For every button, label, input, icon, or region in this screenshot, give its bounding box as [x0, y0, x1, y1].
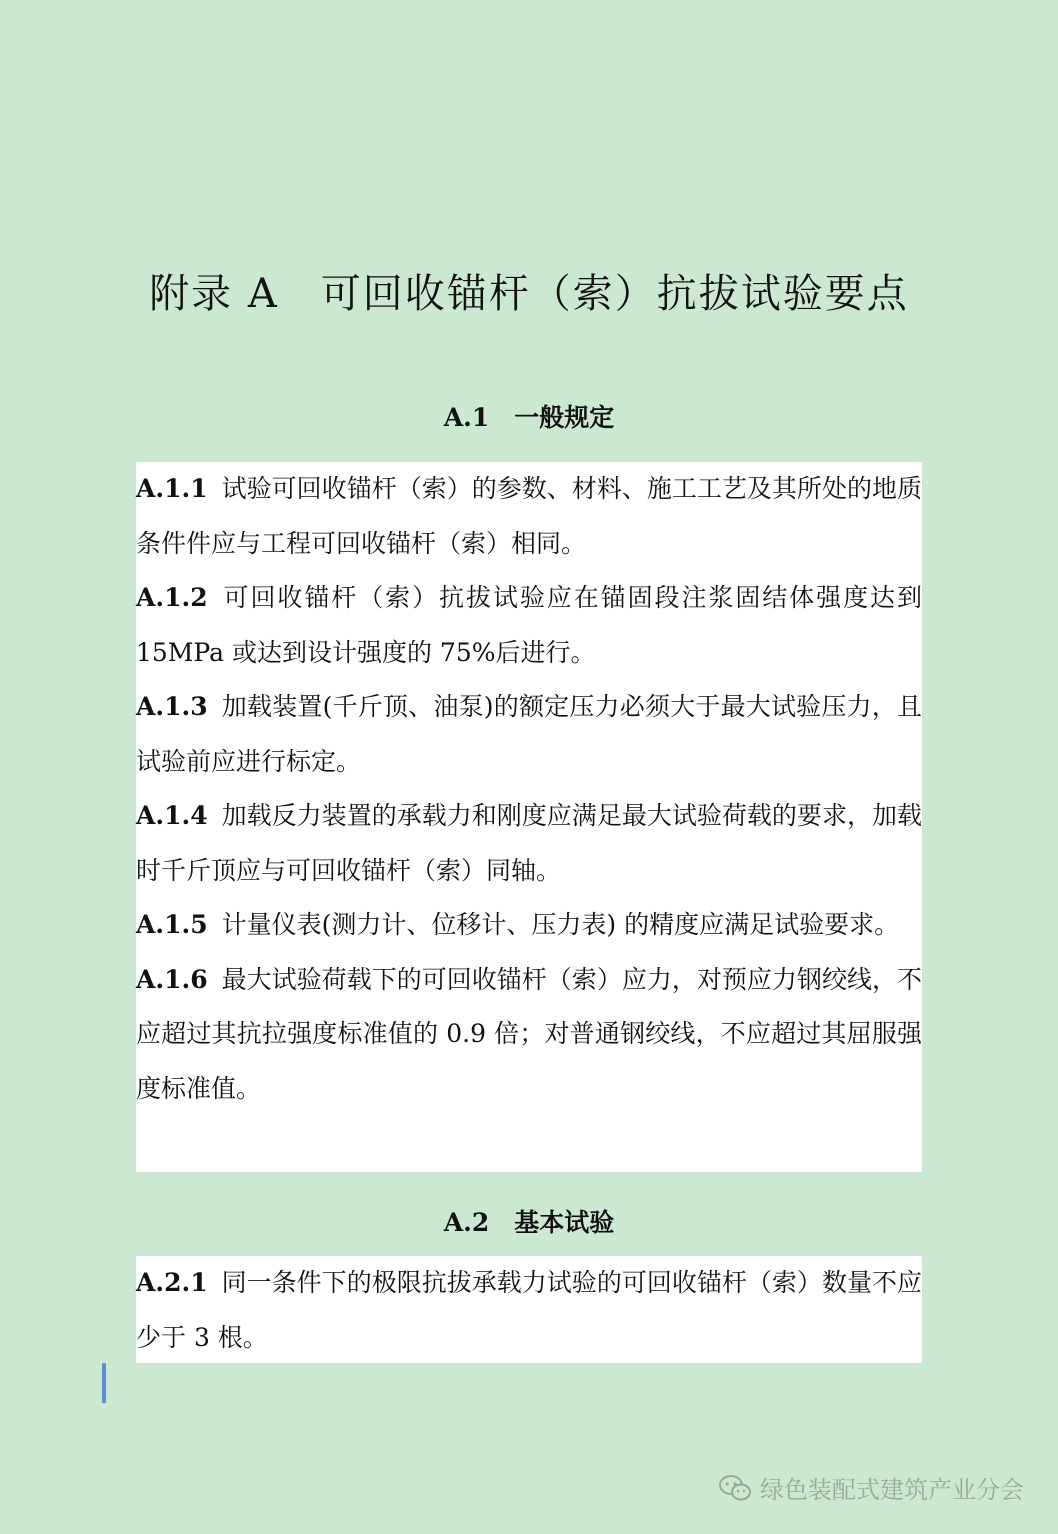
clause-number: A.1.3: [136, 692, 208, 721]
clause-text: 计量仪表(测力计、位移计、压力表) 的精度应满足试验要求。: [221, 910, 900, 939]
clause-text: 试验可回收锚杆（索）的参数、材料、施工工艺及其所处的地质条件件应与工程可回收锚杆（索）相同。: [136, 474, 922, 558]
clause-a2-1: [136, 1256, 922, 1365]
section-a1-panel: [136, 462, 922, 1172]
clause-a1-4: [136, 789, 922, 898]
clause-number: A.1.5: [136, 910, 208, 939]
clause-text: 加载反力装置的承载力和刚度应满足最大试验荷载的要求，加载时千斤顶应与可回收锚杆（索）同轴。: [136, 801, 922, 885]
section-a2-panel: [136, 1256, 922, 1363]
wechat-icon: [718, 1473, 752, 1503]
clause-a1-5: [136, 898, 922, 953]
clause-a1-2: [136, 571, 922, 680]
clause-text: 加载装置(千斤顶、油泵)的额定压力必须大于最大试验压力，且试验前应进行标定。: [136, 692, 922, 776]
clause-number: A.1.6: [136, 964, 208, 994]
section-heading-a2: A.2 基本试验: [443, 1208, 615, 1237]
watermark: [718, 1470, 1024, 1505]
clause-text: 同一条件下的极限抗拔承载力试验的可回收锚杆（索）数量不应少于 3 根。: [136, 1268, 922, 1352]
watermark-text: 绿色装配式建筑产业分会: [760, 1476, 1024, 1504]
clause-number: A.1.1: [136, 474, 208, 503]
text-cursor: [102, 1363, 106, 1403]
clause-number: A.2.1: [136, 1268, 208, 1297]
clause-a1-3: [136, 680, 922, 789]
page-title: 附录 A 可回收锚杆（索）抗拔试验要点: [149, 271, 909, 317]
section-heading-a1: A.1 一般规定: [443, 403, 615, 432]
clause-number: A.1.2: [136, 583, 208, 612]
clause-text: 可回收锚杆（索）抗拔试验应在锚固段注浆固结体强度达到 15MPa 或达到设计强度的 75%后进行。: [136, 583, 922, 667]
clause-a1-6: [136, 953, 922, 1117]
clause-a1-1: [136, 462, 922, 571]
clause-number: A.1.4: [136, 801, 208, 830]
clause-text: 最大试验荷载下的可回收锚杆（索）应力，对预应力钢绞线，不应超过其抗拉强度标准值的 0.9 倍；对普通钢绞线，不应超过其屈服强度标准值。: [136, 964, 922, 1103]
